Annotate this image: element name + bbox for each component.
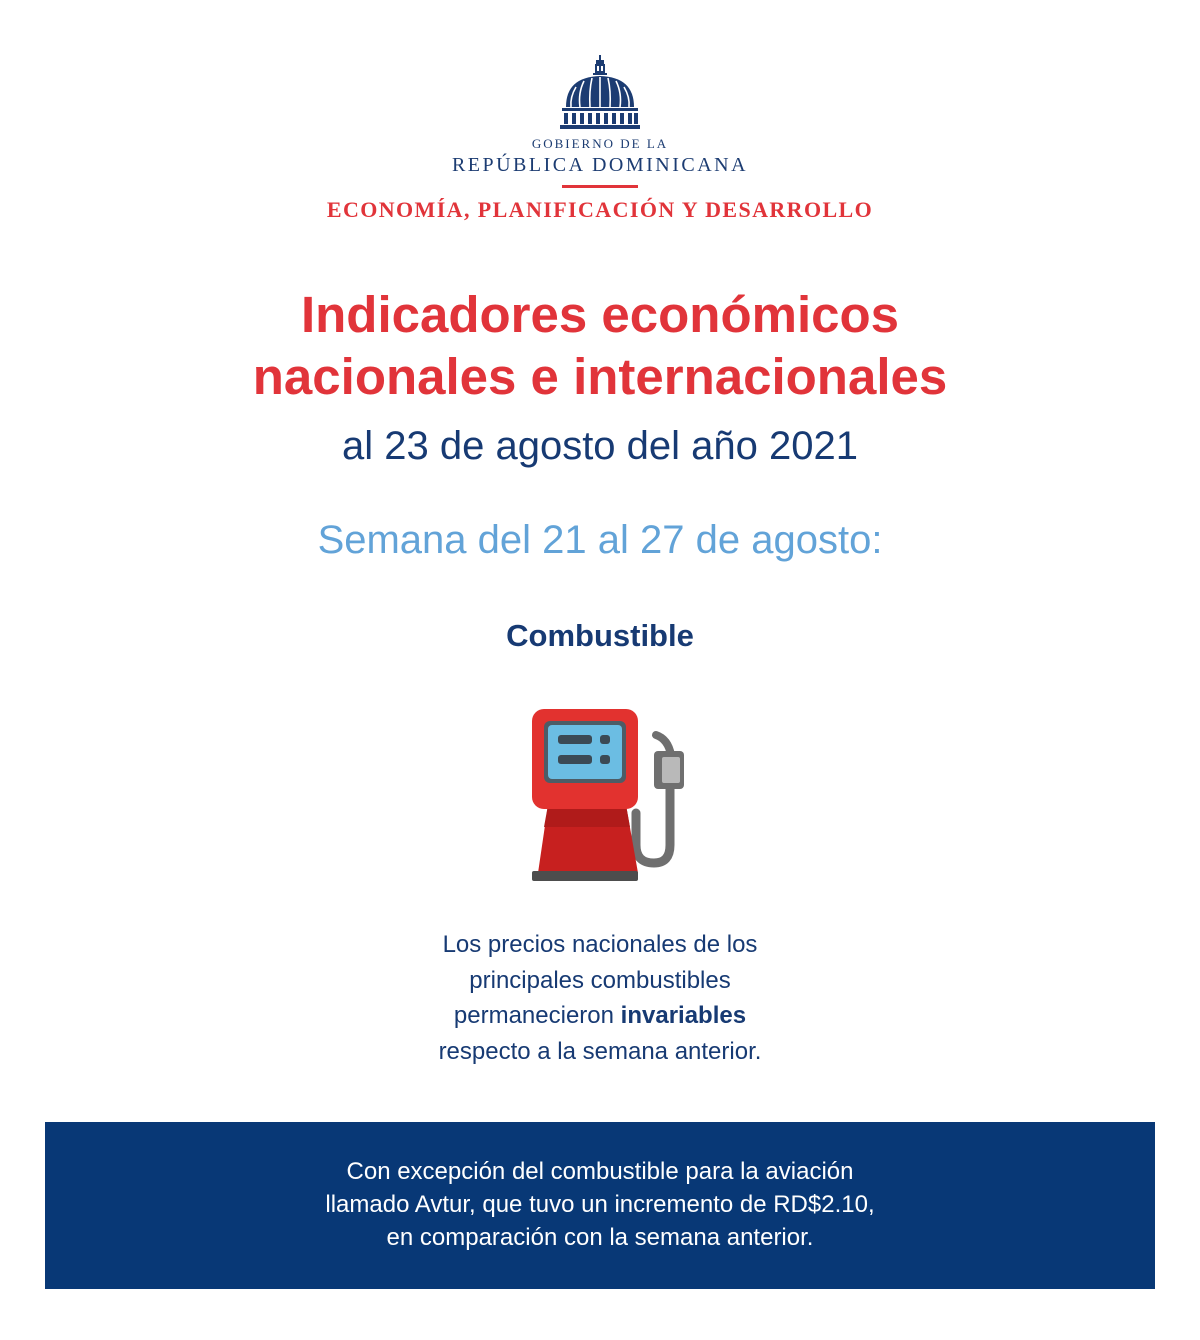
government-label: GOBIERNO DE LA	[531, 136, 669, 151]
fuel-description	[300, 927, 900, 1069]
week-line: Semana del 21 al 27 de agosto:	[317, 518, 883, 562]
title-line-2: nacionales e internacionales	[252, 348, 948, 405]
fuel-text-line-3-prefix: permanecieron	[453, 1002, 621, 1029]
fuel-text-line-1: Los precios nacionales de los	[442, 931, 758, 958]
section-heading: Combustible	[506, 618, 694, 653]
banner-line-2: llamado Avtur, que tuvo un incremento de RD$2.10,	[325, 1191, 875, 1218]
exception-banner	[45, 1122, 1155, 1289]
title-line-1: Indicadores económicos	[300, 286, 899, 343]
banner-line-3: en comparación con la semana anterior.	[386, 1224, 814, 1251]
ministry-name: ECONOMÍA, PLANIFICACIÓN Y DESARROLLO	[326, 197, 874, 222]
fuel-text-line-4: respecto a la semana anterior.	[438, 1037, 762, 1065]
republic-name: REPÚBLICA DOMINICANA	[451, 154, 749, 176]
government-logo	[0, 55, 1200, 223]
capitol-dome-icon	[560, 55, 640, 131]
banner-text	[45, 1155, 1155, 1254]
fuel-text-highlight: invariables	[620, 1002, 747, 1029]
page-title	[0, 284, 1200, 408]
fuel-text-line-3	[300, 998, 900, 1034]
fuel-text-line-2: principales combustibles	[469, 966, 731, 994]
banner-line-1: Con excepción del combustible para la aviación	[346, 1158, 854, 1185]
logo-divider	[562, 185, 638, 188]
date-line: al 23 de agosto del año 2021	[342, 424, 858, 468]
fuel-pump-icon	[528, 705, 692, 883]
